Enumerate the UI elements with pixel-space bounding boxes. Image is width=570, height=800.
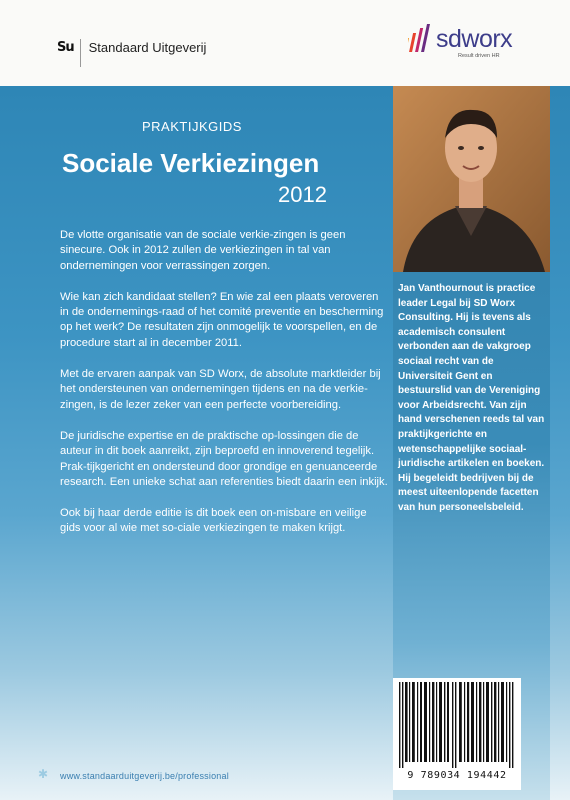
publisher-website[interactable]: www.standaarduitgeverij.be/professional: [60, 771, 229, 781]
author-portrait-image: [393, 86, 550, 272]
blurb-paragraph: De juridische expertise en de praktische op-lossingen die de auteur in dit boek aanreikt, zijn beproefd en innoverend tegelijk. Prak-tijkgericht en ondersteund door grondige en genuanceerde research. Een unieke schat aan referenties biedt daarin een inkijk.: [60, 429, 388, 488]
publisher-mark: Su: [57, 39, 74, 55]
brand-name: sdworx: [436, 25, 513, 53]
blurb: [60, 228, 388, 553]
publisher-logo: [57, 33, 206, 61]
publisher-divider: [80, 39, 81, 67]
sdworx-logo-icon: [408, 24, 434, 54]
blurb-paragraph: De vlotte organisatie van de sociale verkie-zingen is geen sinecure. Ook in 2012 zullen de verkiezingen in tal van ondernemingen voor verrassingen zorgen.: [60, 229, 346, 272]
isbn-digits: 9 789034 194442: [407, 770, 507, 781]
book-year: 2012: [278, 182, 327, 207]
publisher-name: Standaard Uitgeverij: [88, 39, 207, 55]
blurb-paragraph: Met de ervaren aanpak van SD Worx, de absolute marktleider bij het ondersteunen van ondernemingen tijdens en na de verkie-zingen, is de lezer zeker van een perfecte voorbereiding.: [60, 368, 381, 411]
sdworx-logo: [408, 22, 518, 66]
author-bio: Jan Vanthournout is practice leader Legal bij SD Worx Consulting. Hij is tevens als academisch consulent verbonden aan de vakgroep sociaal recht van de Universiteit Gent en bestuurslid van de Vereniging voor Arbeidsrecht. Van zijn hand verschenen reeds tal van praktijkgerichte en wetenschappelijke sociaal-juridische artikelen en boeken. Hij begeleidt bedrijven bij de meest uiteenlopende facetten van hun personeelsbeleid.: [398, 283, 545, 513]
barcode: [393, 678, 521, 790]
blurb-paragraph: Ook bij haar derde editie is dit boek een on-misbare en veilige gids voor al wie met so-ciale verkiezingen te maken krijgt.: [60, 507, 367, 535]
book-title: Sociale Verkiezingen: [62, 148, 320, 178]
book-kicker: PRAKTIJKGIDS: [142, 119, 242, 134]
barcode-icon: [397, 682, 517, 768]
blurb-paragraph: Wie kan zich kandidaat stellen? En wie zal een plaats veroveren in de ondernemings-raad of het comité preventie en bescherming op het werk? De resultaten zijn onmogelijk te voorspellen, en de procedure start al in december 2011.: [60, 290, 384, 349]
author-portrait: [393, 86, 550, 272]
brand-tagline: Result driven HR: [458, 53, 500, 59]
decorative-mark-icon: ✱: [38, 767, 49, 781]
